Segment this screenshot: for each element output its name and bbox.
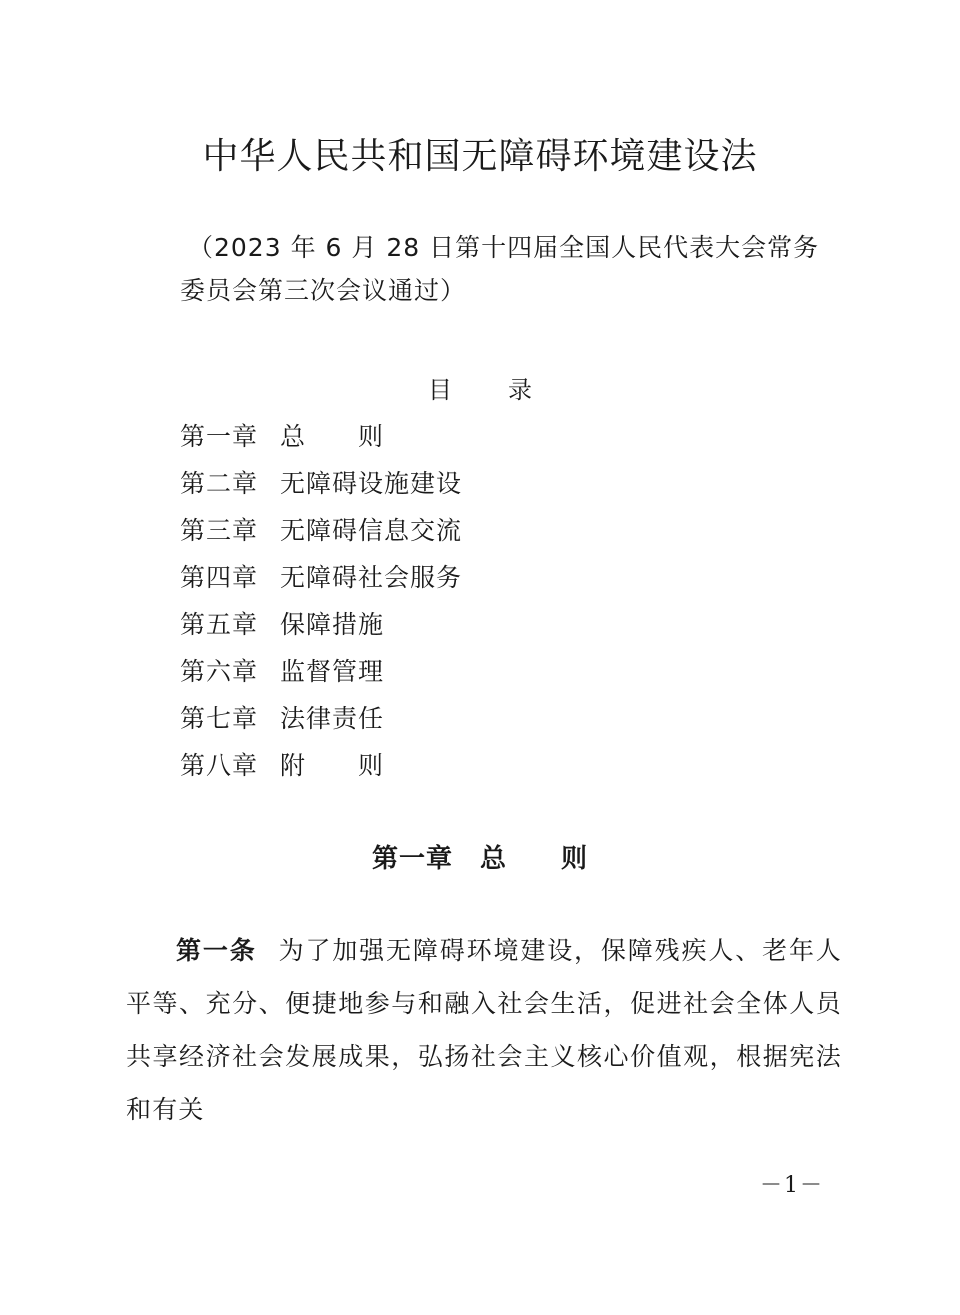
toc-heading bbox=[0, 370, 960, 405]
toc-item-title: 总 则 bbox=[280, 422, 385, 451]
toc-item-title: 附 则 bbox=[280, 751, 385, 780]
toc-item bbox=[180, 649, 462, 696]
toc-item-number: 第三章 bbox=[180, 516, 259, 545]
toc-item-number: 第六章 bbox=[180, 657, 259, 686]
toc-item bbox=[180, 602, 462, 649]
adoption-note: （2023 年 6 月 28 日第十四届全国人民代表大会常务委员会第三次会议通过） bbox=[180, 233, 820, 305]
toc-item-number: 第五章 bbox=[180, 610, 259, 639]
toc-item-number: 第四章 bbox=[180, 563, 259, 592]
article-paragraph bbox=[126, 924, 842, 1136]
toc-item bbox=[180, 414, 462, 461]
toc-item-number: 第一章 bbox=[180, 422, 259, 451]
toc-item-title: 法律责任 bbox=[280, 704, 385, 733]
toc-heading-right: 录 bbox=[508, 376, 532, 404]
toc-item bbox=[180, 461, 462, 508]
toc-item bbox=[180, 743, 462, 790]
toc-item-number: 第八章 bbox=[180, 751, 259, 780]
chapter-heading: 第一章 总 则 bbox=[371, 844, 588, 874]
toc-item-number: 第二章 bbox=[180, 469, 259, 498]
toc-item bbox=[180, 508, 462, 555]
page-number: －1－ bbox=[760, 1173, 824, 1198]
toc-item-title: 无障碍信息交流 bbox=[280, 516, 463, 545]
toc-heading-left: 目 bbox=[428, 376, 452, 404]
table-of-contents bbox=[180, 414, 462, 790]
toc-item-title: 无障碍社会服务 bbox=[280, 563, 463, 592]
toc-item bbox=[180, 555, 462, 602]
toc-item-number: 第七章 bbox=[180, 704, 259, 733]
toc-item-title: 保障措施 bbox=[280, 610, 385, 639]
law-title: 中华人民共和国无障碍环境建设法 bbox=[202, 136, 758, 177]
article-label: 第一条 bbox=[176, 936, 257, 965]
toc-item bbox=[180, 696, 462, 743]
toc-item-title: 无障碍设施建设 bbox=[280, 469, 463, 498]
article-text: 为了加强无障碍环境建设，保障残疾人、老年人平等、充分、便捷地参与和融入社会生活，促进社会全体人员共享经济社会发展成果，弘扬社会主义核心价值观，根据宪法和有关 bbox=[126, 936, 843, 1124]
toc-item-title: 监督管理 bbox=[280, 657, 385, 686]
